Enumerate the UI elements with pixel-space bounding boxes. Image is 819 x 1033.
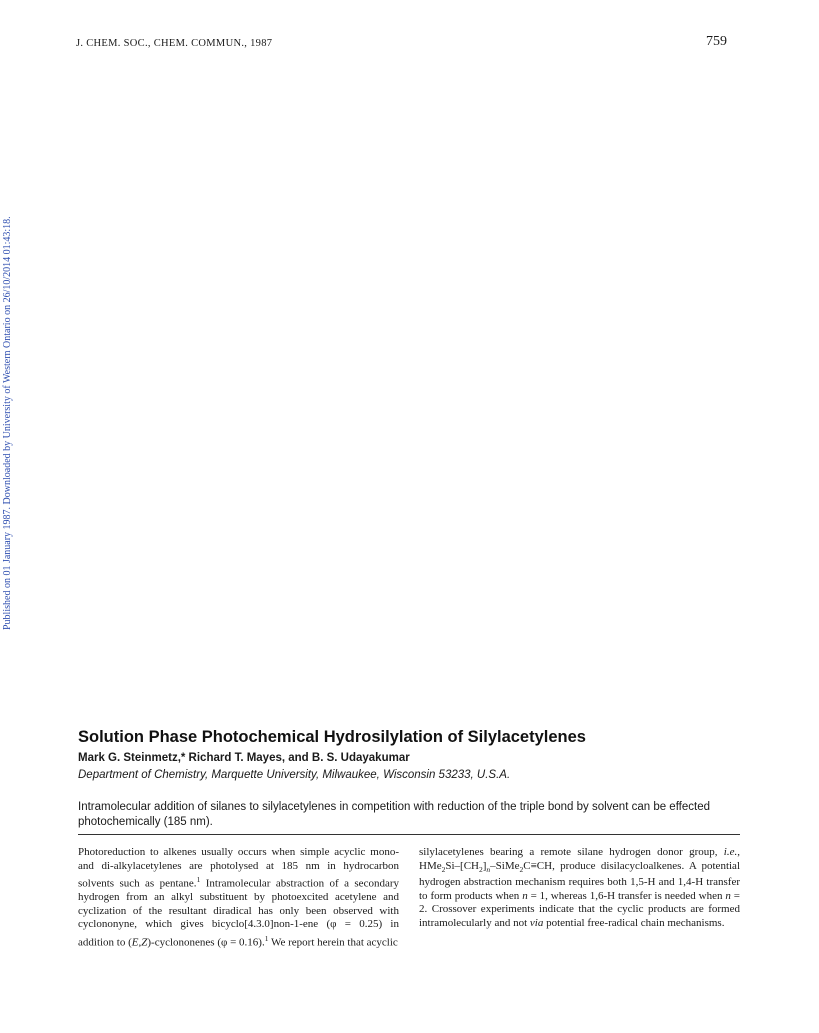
article-title: Solution Phase Photochemical Hydrosilylation of Silylacetylenes bbox=[78, 728, 586, 746]
article-affiliation: Department of Chemistry, Marquette University, Milwaukee, Wisconsin 53233, U.S.A. bbox=[78, 769, 511, 781]
download-notice[interactable]: Published on 01 January 1987. Downloaded by University of Western Ontario on 26/10/2014 01:43:18. bbox=[2, 216, 13, 630]
body-column-left: Photoreduction to alkenes usually occurs when simple acyclic mono- and di-alkylacetylenes are photolysed at 185 nm in hydrocarbon solvents such as pentane.$^1$ Intramolecular abstraction of a secondary hydrogen from an alkyl substituent by photoexcited acetylene and cyclization of the resultant diradical has only been observed with cyclononyne, which gives bicyclo[4.3.0]non-1-ene (φ = 0.25) in addition to (E,Z)-cyclononenes (φ = 0.16).$^1$ We report herein that acyclic bbox=[78, 846, 399, 949]
section-divider bbox=[78, 834, 740, 835]
article-authors: Mark G. Steinmetz,* Richard T. Mayes, and B. S. Udayakumar bbox=[78, 752, 410, 764]
reference-marker: 1 bbox=[196, 875, 201, 884]
reference-marker: 1 bbox=[264, 933, 269, 943]
page-number: 759 bbox=[706, 34, 727, 49]
article-abstract: Intramolecular addition of silanes to silylacetylenes in competition with reduction of the triple bond by solvent can be effected photochemically (185 nm). bbox=[78, 801, 711, 828]
body-column-right: silylacetylenes bearing a remote silane hydrogen donor group, i.e., $HMe_2Si-[CH_2]_n-SiMe_2C\equiv CH$, produce disilacycloalkenes. A potential hydrogen abstraction mechanism requires both 1,5-H and 1,4-H transfer to form products when n = 1, whereas 1,6-H transfer is needed when n = 2. Crossover experiments indicate that the cyclic products are formed intramolecularly and not via potential free-radical chain mechanisms. bbox=[419, 846, 740, 929]
running-header: J. CHEM. SOC., CHEM. COMMUN., 1987 bbox=[76, 38, 273, 49]
